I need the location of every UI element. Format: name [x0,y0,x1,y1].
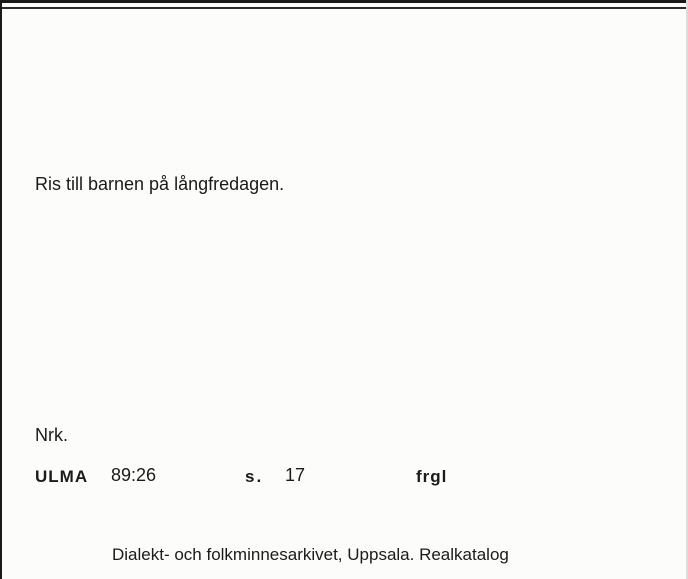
page-prefix: s. [245,467,264,486]
top-border-thin [2,7,688,9]
record-number: 89:26 [111,465,157,485]
card-subject: Ris till barnen på långfredagen. [35,174,285,194]
archive-footer: Dialekt- och folkminnesarkivet, Uppsala. Realkatalog [112,545,509,564]
category-code: frgl [416,467,448,486]
top-border-thick [2,0,688,3]
page-number: 17 [285,465,306,485]
archive-code: ULMA [35,467,89,486]
card-location: Nrk. [35,425,68,445]
